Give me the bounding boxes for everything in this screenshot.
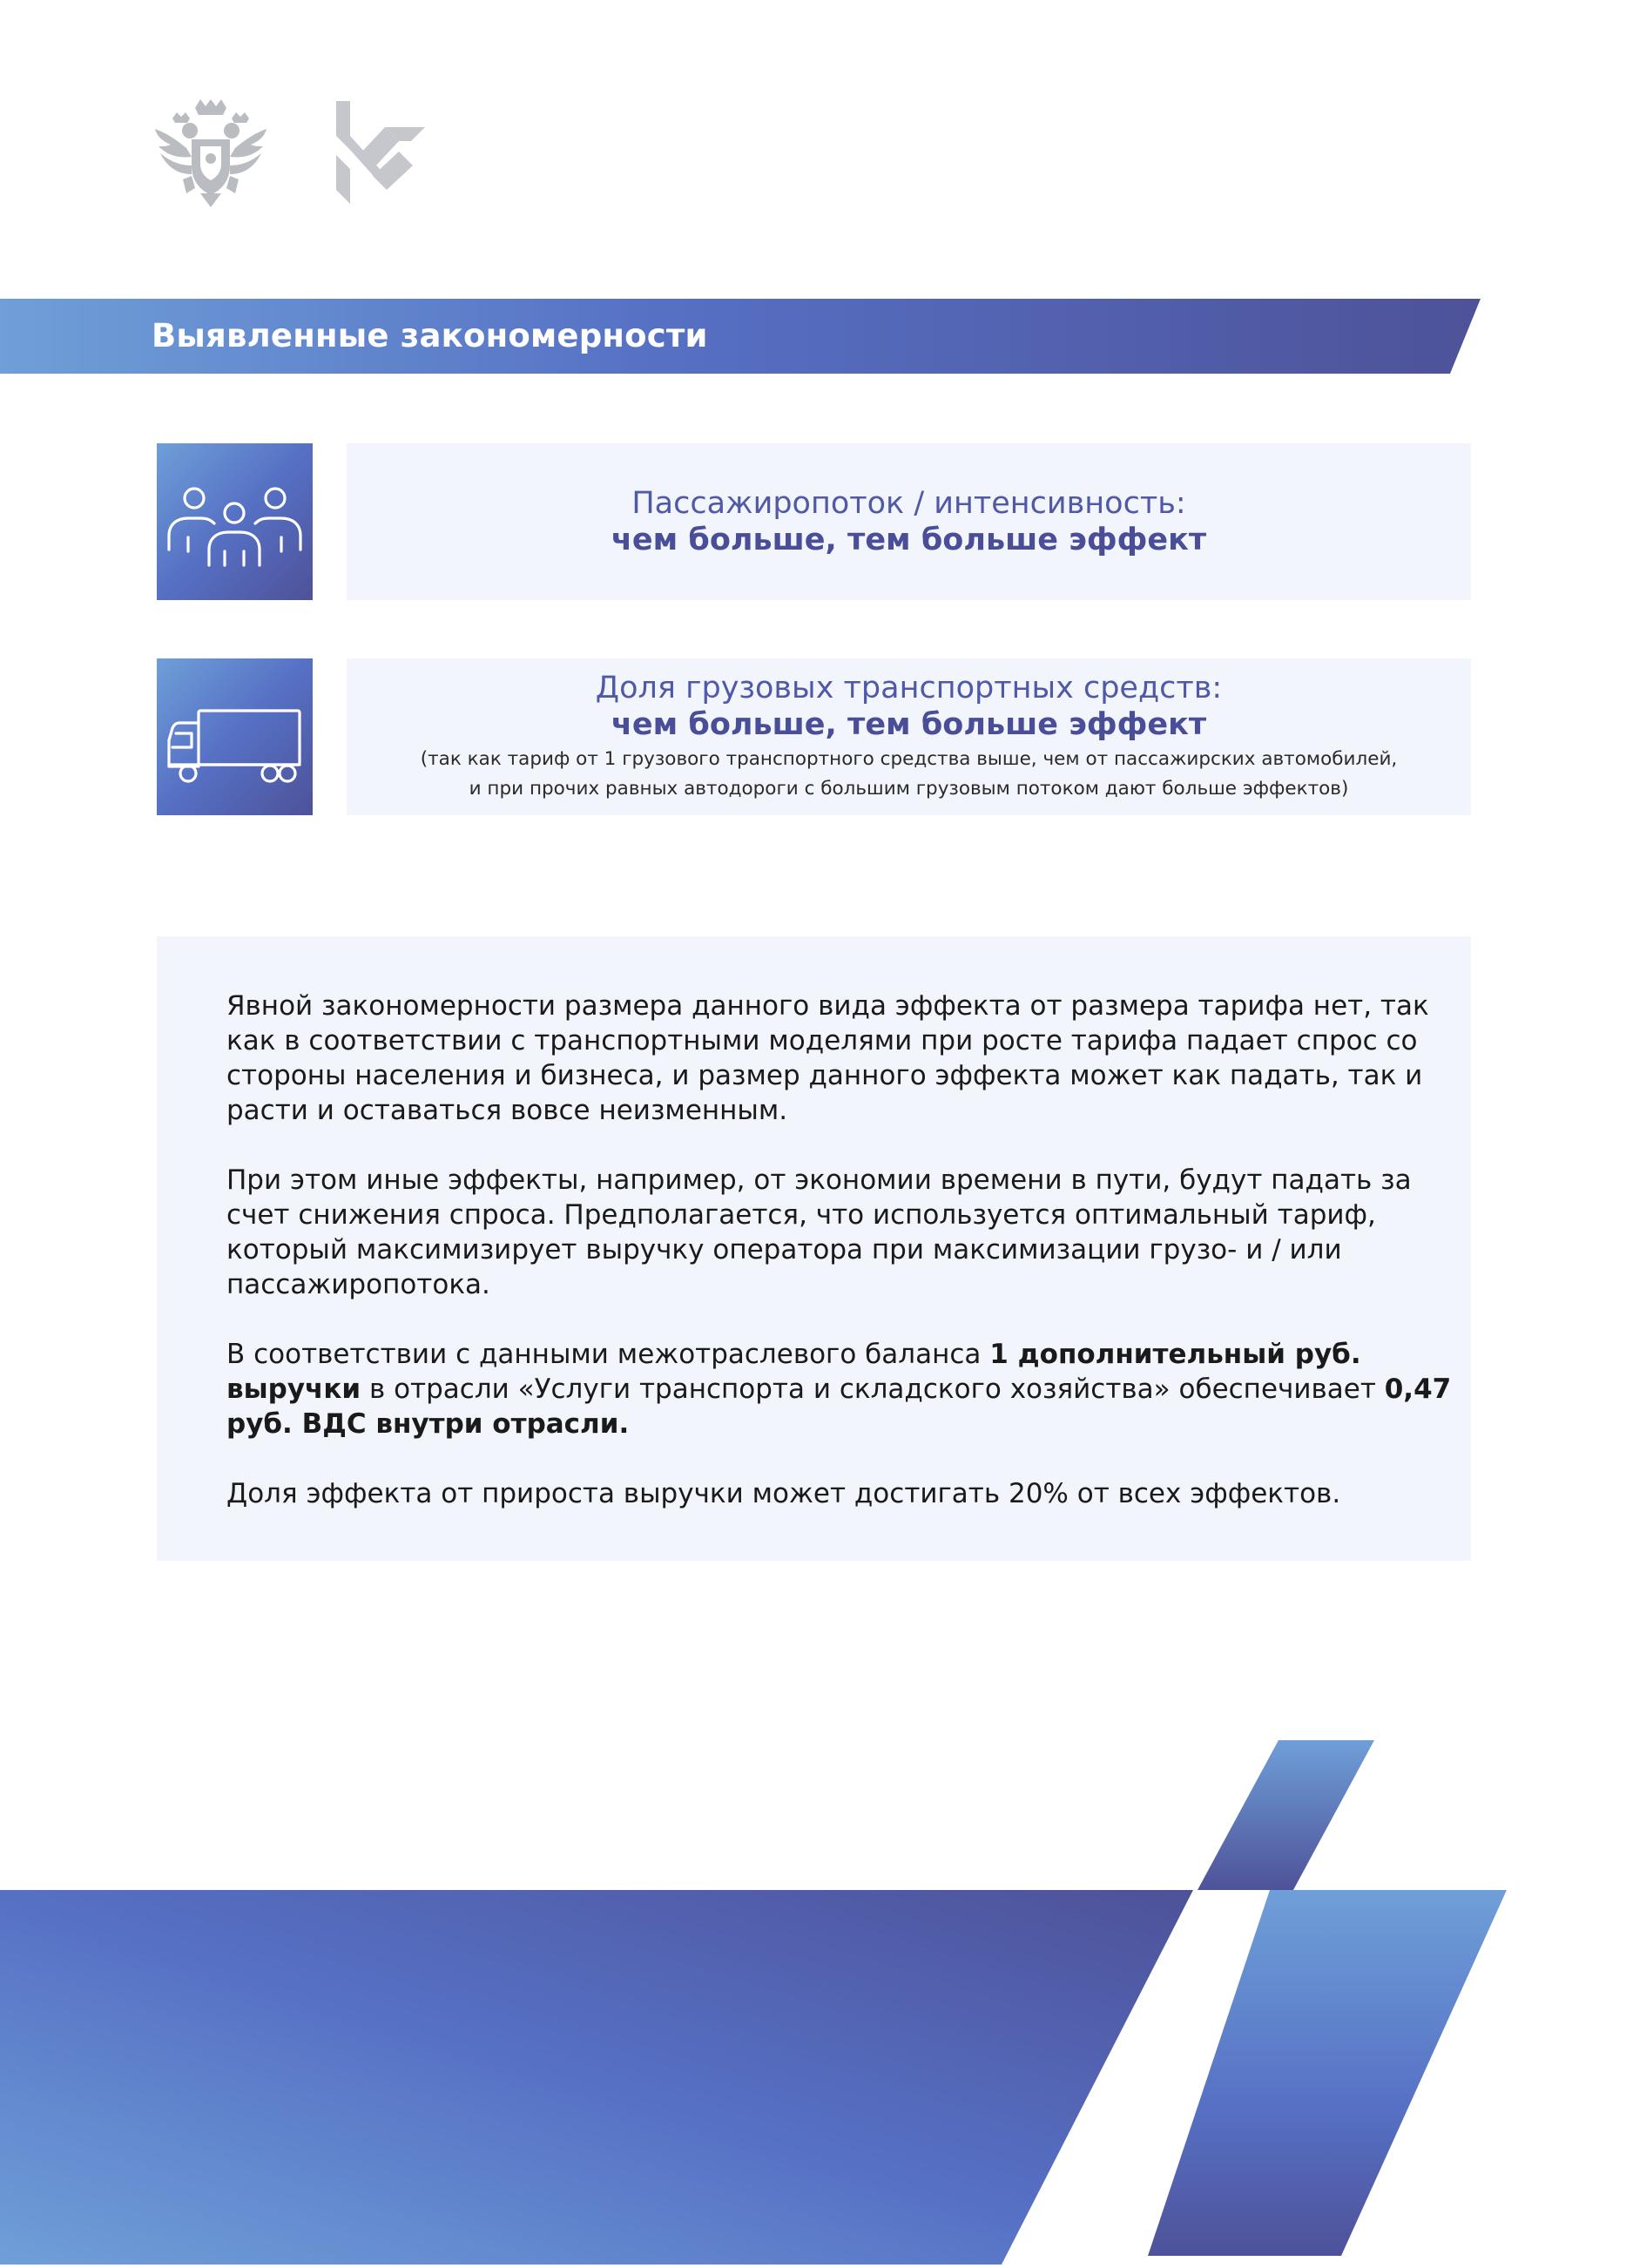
emblem-icon — [152, 96, 270, 209]
paragraph-1: Явной закономерности размера данного вида эффекта от размера тарифа нет, так как в соответствии с транспортными моделями при росте тарифа падает спрос со стороны населения и бизнеса, и размер данного эффекта может как падать, так и расти и оставаться вовсе неизменным. — [226, 990, 1429, 1126]
freight-icon-tile — [157, 658, 313, 815]
feature-note-line-1: (так как тариф от 1 грузового транспортного средства выше, чем от пассажирских автомобилей, — [420, 748, 1398, 770]
highlight-revenue: 1 дополнительный руб. выручки — [226, 1339, 1361, 1405]
explanation-panel — [157, 936, 1471, 1561]
paragraph-2: При этом иные эффекты, например, от экономии времени в пути, будут падать за счет снижения спроса. Предполагается, что используется оптимальный тариф, который максимизирует выручку оператора при максимизации грузо- и / или пассажиропотока. — [226, 1164, 1412, 1300]
highlight-gva: 0,47 руб. ВДС внутри отрасли. — [226, 1374, 1452, 1440]
feature-title: Доля грузовых транспортных средств: — [595, 671, 1223, 705]
passenger-icon-tile — [157, 443, 313, 600]
truck-icon — [157, 658, 313, 815]
feature-note-line-2: и при прочих равных автодороги с большим грузовым потоком дают больше эффектов) — [469, 778, 1349, 800]
feature-conclusion: чем больше, тем больше эффект — [611, 707, 1207, 742]
feature-title: Пассажиропоток / интенсивность: — [631, 486, 1186, 521]
people-group-icon — [157, 443, 313, 600]
brand-logo-icon — [333, 101, 428, 204]
feature-card-freight — [347, 658, 1471, 815]
paragraph-4: Доля эффекта от прироста выручки может достигать 20% от всех эффектов. — [226, 1478, 1341, 1509]
section-title: Выявленные закономерности — [152, 317, 708, 354]
feature-card-passenger — [347, 443, 1471, 600]
feature-conclusion: чем больше, тем больше эффект — [611, 523, 1207, 557]
bottom-decoration — [0, 1733, 1626, 2265]
paragraph-3: В соответствии с данными межотраслевого баланса 1 дополнительный руб. выручки в отрасли «Услуги транспорта и складского хозяйства» обеспечивает 0,47 руб. ВДС внутри отрасли. — [226, 1339, 1452, 1440]
